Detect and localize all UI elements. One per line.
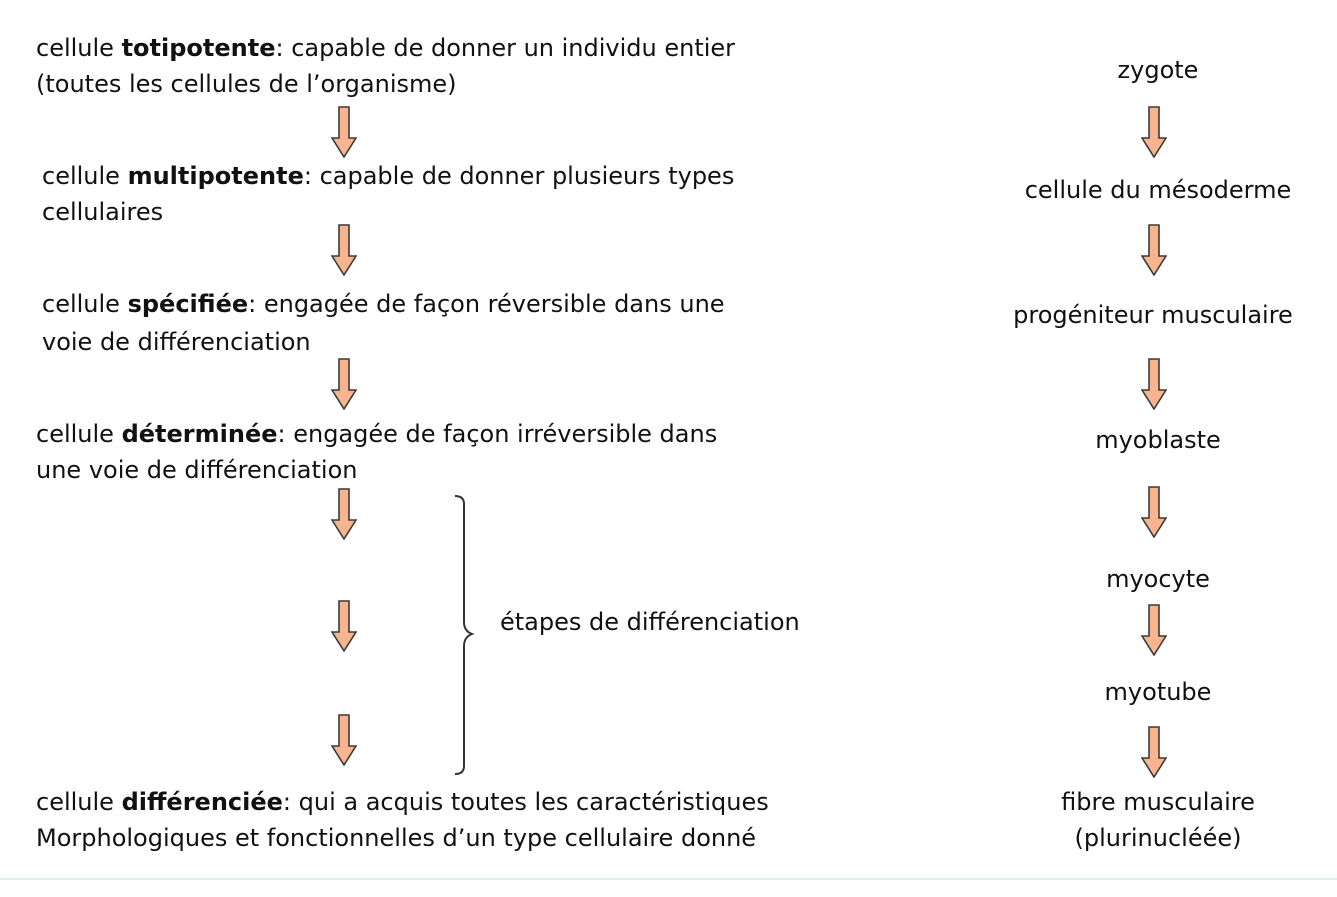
down-arrow-icon [1141,726,1167,778]
down-arrow-icon [331,358,357,410]
term-specifiee: spécifiée [127,290,249,318]
stage-mesoderme: cellule du mésoderme [1024,176,1292,204]
term-description: : engagée de façon réversible dans une [248,290,725,318]
down-arrow-icon [331,224,357,276]
step-differenciee-line2: Morphologiques et fonctionnelles d’un type cellulaire donné [36,824,757,852]
stage-fibre-note: (plurinucléée) [1074,824,1242,852]
step-totipotente-line1 [36,30,735,66]
step-determinee-line2: une voie de différenciation [36,456,358,484]
step-multipotente-line1 [42,158,734,194]
step-determinee-line1 [36,416,717,452]
term-totipotente: totipotente [121,34,276,62]
term-prefix: cellule [36,34,122,62]
term-prefix: cellule [36,788,122,816]
term-multipotente: multipotente [127,162,304,190]
down-arrow-icon [331,106,357,158]
down-arrow-icon [1141,106,1167,158]
down-arrow-icon [1141,486,1167,538]
stage-myotube: myotube [1104,678,1212,706]
step-differenciee-line1 [36,784,769,820]
down-arrow-icon [331,488,357,540]
stage-progeniteur: progéniteur musculaire [1013,301,1293,329]
right-brace-icon [452,494,476,778]
term-prefix: cellule [42,162,128,190]
down-arrow-icon [331,600,357,652]
down-arrow-icon [1141,358,1167,410]
term-prefix: cellule [42,290,128,318]
term-description: : qui a acquis toutes les caractéristiques [282,788,769,816]
step-specifiee-line2: voie de différenciation [42,328,311,356]
differentiation-steps-label: étapes de différenciation [500,608,800,636]
term-determinee: déterminée [121,420,278,448]
stage-zygote: zygote [1117,56,1199,84]
down-arrow-icon [1141,604,1167,656]
stage-myocyte: myocyte [1106,565,1210,593]
term-description: : engagée de façon irréversible dans [277,420,718,448]
term-differenciee: différenciée [121,788,283,816]
down-arrow-icon [1141,224,1167,276]
down-arrow-icon [331,714,357,766]
stage-fibre-musculaire: fibre musculaire [1061,788,1255,816]
stage-myoblaste: myoblaste [1095,426,1221,454]
step-totipotente-line2: (toutes les cellules de l’organisme) [36,70,457,98]
step-multipotente-line2: cellulaires [42,198,164,226]
step-specifiee-line1 [42,286,725,322]
term-description: : capable de donner plusieurs types [303,162,735,190]
term-prefix: cellule [36,420,122,448]
term-description: : capable de donner un individu entier [275,34,736,62]
bottom-divider [0,878,1337,880]
